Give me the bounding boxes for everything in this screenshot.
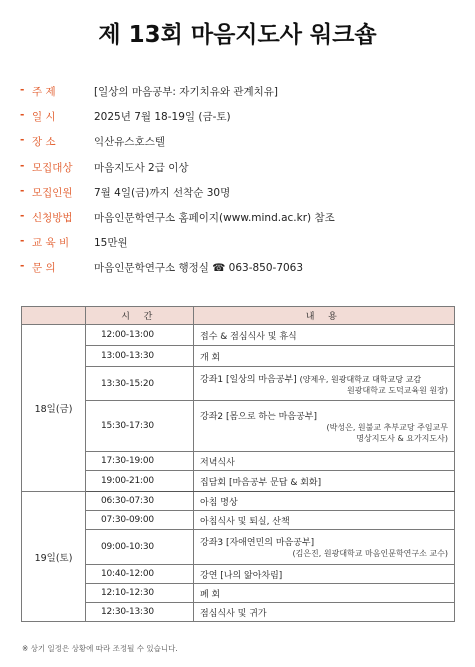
info-label: 장 소 [32, 136, 56, 148]
content-cell: 강연 [나의 앎아차림] [194, 565, 455, 584]
header-content: 내 용 [194, 307, 455, 325]
info-label: 모집인원 [32, 187, 73, 199]
table-row [22, 565, 455, 584]
info-label: 주 제 [32, 86, 56, 98]
lecturer-info: 명상지도사 & 요가지도사) [356, 433, 448, 443]
info-label: 일 시 [32, 111, 56, 123]
table-row [22, 401, 455, 452]
time-cell: 06:30-07:30 [86, 492, 194, 511]
table-row [22, 367, 455, 401]
day-label: 18일(금) [22, 325, 86, 492]
page-title: 제 13회 마음지도사 워크숍 [98, 22, 377, 48]
content-cell: 강좌3 [자애연민의 마음공부] (김은진, 원광대학교 마음인문학연구소 교수) [194, 530, 455, 565]
content-cell: 강좌1 [일상의 마음공부] (양제우, 원광대학교 대학교당 교감 원광대학교 도덕교육원 원장) [194, 367, 455, 401]
table-row [22, 511, 455, 530]
table-row [22, 530, 455, 565]
day-label: 19일(토) [22, 492, 86, 622]
time-cell: 12:10-12:30 [86, 584, 194, 603]
content-cell: 아침식사 및 퇴실, 산책 [194, 511, 455, 530]
table-row [22, 603, 455, 622]
info-label: 교 육 비 [32, 237, 70, 249]
content-cell: 개 회 [194, 346, 455, 367]
table-row [22, 471, 455, 492]
time-cell: 17:30-19:00 [86, 452, 194, 471]
info-value: [일상의 마음공부: 자기치유와 관계치유] [94, 86, 279, 98]
time-cell: 07:30-09:00 [86, 511, 194, 530]
time-cell: 19:00-21:00 [86, 471, 194, 492]
lecturer-info: (박성은, 원불교 추부교당 주임교무 [326, 422, 448, 432]
content-cell: 폐 회 [194, 584, 455, 603]
info-value: 마음인문학연구소 행정실 ☎ 063-850-7063 [94, 262, 304, 274]
table-row [22, 346, 455, 367]
info-value: 마음지도사 2급 이상 [94, 162, 189, 174]
schedule-table [21, 306, 455, 622]
content-cell: 접수 & 점심식사 및 휴식 [194, 325, 455, 346]
table-header-row [22, 307, 455, 325]
footnote: ※ 상기 일정은 상황에 따라 조정될 수 있습니다. [22, 644, 178, 653]
info-value: 15만원 [94, 237, 128, 249]
lecturer-info: (양제우, 원광대학교 대학교당 교감 [299, 374, 422, 384]
time-cell: 12:30-13:30 [86, 603, 194, 622]
info-label: 문 의 [32, 262, 56, 274]
time-cell: 12:00-13:00 [86, 325, 194, 346]
lecturer-info: (김은진, 원광대학교 마음인문학연구소 교수) [292, 549, 448, 558]
lecturer-info: 원광대학교 도덕교육원 원장) [347, 385, 448, 395]
table-row [22, 492, 455, 511]
info-value: 마음인문학연구소 홈페이지(www.mind.ac.kr) 참조 [94, 212, 335, 224]
content-cell: 아침 명상 [194, 492, 455, 511]
info-value: 익산유스호스텔 [94, 136, 166, 148]
header-blank [22, 307, 86, 325]
info-label: 모집대상 [32, 162, 73, 174]
time-cell: 15:30-17:30 [86, 401, 194, 452]
table-row [22, 452, 455, 471]
content-cell: 점심식사 및 귀가 [194, 603, 455, 622]
table-row [22, 325, 455, 346]
content-cell: 강좌2 [몸으로 하는 마음공부] (박성은, 원불교 추부교당 주임교무 명상지도사 & 요가지도사) [194, 401, 455, 452]
time-cell: 10:40-12:00 [86, 565, 194, 584]
content-cell: 저녁식사 [194, 452, 455, 471]
info-value: 7월 4일(금)까지 선착순 30명 [94, 187, 231, 199]
table-row [22, 584, 455, 603]
time-cell: 13:00-13:30 [86, 346, 194, 367]
header-time: 시 간 [86, 307, 194, 325]
time-cell: 09:00-10:30 [86, 530, 194, 565]
info-label: 신청방법 [32, 212, 73, 224]
content-cell: 집담회 [마음공부 문답 & 회화] [194, 471, 455, 492]
info-value: 2025년 7월 18-19일 (금-토) [94, 111, 231, 123]
time-cell: 13:30-15:20 [86, 367, 194, 401]
